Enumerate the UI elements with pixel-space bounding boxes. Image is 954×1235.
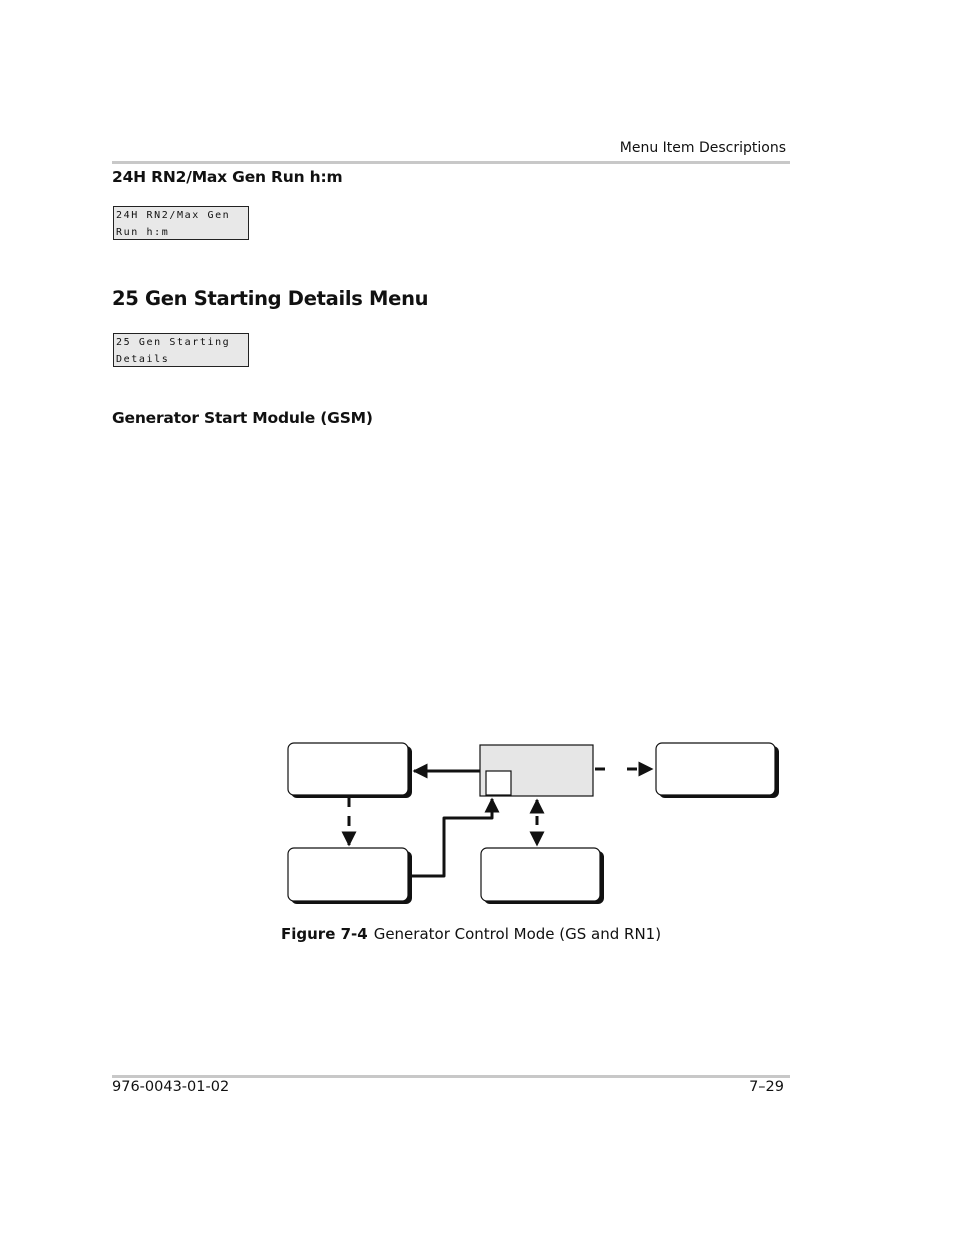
- diagram-inner-square: [486, 771, 511, 795]
- figure-number: Figure 7-4: [281, 925, 368, 943]
- lcd-line-1: 24H RN2/Max Gen: [116, 210, 231, 221]
- lcd-line-1: 25 Gen Starting: [116, 337, 231, 348]
- footer-doc-number: 976-0043-01-02: [112, 1079, 230, 1095]
- lcd-line-2: Run h:m: [116, 227, 170, 238]
- diagram-box-bottom-center: [481, 848, 604, 904]
- diagram-box-top-right: [656, 743, 779, 798]
- diagram-box-top-left: [288, 743, 412, 798]
- figure-caption-text: Generator Control Mode (GS and RN1): [373, 925, 662, 943]
- section-heading-gen-menu: 25 Gen Starting Details Menu: [112, 287, 429, 310]
- diagram-box-bottom-left: [288, 848, 412, 904]
- running-header: Menu Item Descriptions: [619, 140, 786, 156]
- diagram-center-module: [480, 745, 593, 796]
- section-heading-gsm: Generator Start Module (GSM): [112, 409, 373, 427]
- figure-caption: [281, 925, 661, 943]
- lcd-line-2: Details: [116, 354, 170, 365]
- footer-rule: [112, 1075, 790, 1078]
- footer-page-number: 7–29: [749, 1079, 784, 1095]
- section-heading-rn2: 24H RN2/Max Gen Run h:m: [112, 168, 343, 186]
- connector-bottom-left-to-center: [412, 799, 492, 876]
